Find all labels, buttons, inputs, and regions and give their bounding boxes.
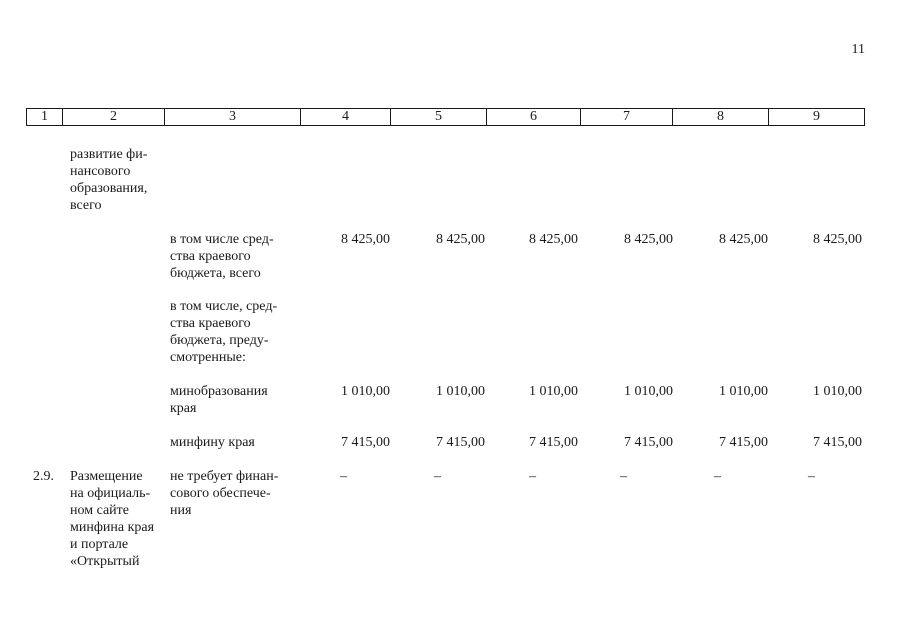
- header-col-5: 5: [391, 109, 487, 126]
- block2-value-col6: 8 425,00: [529, 232, 578, 247]
- block2-value-col5: 8 425,00: [436, 232, 485, 247]
- header-col-4: 4: [301, 109, 391, 126]
- block1-col2-text: [70, 146, 160, 214]
- block2-col3-text: [170, 231, 294, 282]
- row29-dash-col9: –: [808, 469, 815, 484]
- block4-value-col6: 1 010,00: [529, 384, 578, 399]
- text-line: бюджета, преду-: [170, 333, 269, 348]
- text-line: нансового: [70, 164, 131, 179]
- block5-value-col8: 7 415,00: [719, 435, 768, 450]
- row29-dash-col6: –: [529, 469, 536, 484]
- header-row: [27, 109, 865, 126]
- column-header-table: [26, 108, 865, 126]
- block5-value-col5: 7 415,00: [436, 435, 485, 450]
- text-line: и портале: [70, 537, 129, 552]
- text-line: сового обеспече-: [170, 486, 271, 501]
- header-col-6: 6: [487, 109, 581, 126]
- text-line: в том числе, сред-: [170, 299, 278, 314]
- header-col-2: 2: [63, 109, 165, 126]
- row29-dash-col4: –: [340, 469, 347, 484]
- block4-value-col7: 1 010,00: [624, 384, 673, 399]
- header-col-3: 3: [165, 109, 301, 126]
- text-line: не требует финан-: [170, 469, 279, 484]
- header-col-1: 1: [27, 109, 63, 126]
- text-line: минобразования: [170, 384, 268, 399]
- header-col-8: 8: [673, 109, 769, 126]
- block5-value-col7: 7 415,00: [624, 435, 673, 450]
- block4-value-col8: 1 010,00: [719, 384, 768, 399]
- block4-value-col4: 1 010,00: [341, 384, 390, 399]
- block2-value-col8: 8 425,00: [719, 232, 768, 247]
- row29-dash-col5: –: [434, 469, 441, 484]
- text-line: образования,: [70, 181, 148, 196]
- text-line: «Открытый: [70, 554, 140, 569]
- text-line: Размещение: [70, 469, 143, 484]
- text-line: развитие фи-: [70, 147, 148, 162]
- row29-col2-text: [70, 468, 160, 570]
- block3-col3-text: [170, 298, 294, 366]
- block2-value-col9: 8 425,00: [813, 232, 862, 247]
- text-line: бюджета, всего: [170, 266, 261, 281]
- block4-value-col9: 1 010,00: [813, 384, 862, 399]
- row29-col3-text: [170, 468, 294, 519]
- text-line: ства краевого: [170, 316, 251, 331]
- text-line: на официаль-: [70, 486, 151, 501]
- text-line: ния: [170, 503, 192, 518]
- row29-dash-col7: –: [620, 469, 627, 484]
- header-col-7: 7: [581, 109, 673, 126]
- text-line: всего: [70, 198, 102, 213]
- block4-value-col5: 1 010,00: [436, 384, 485, 399]
- block5-value-col6: 7 415,00: [529, 435, 578, 450]
- header-col-9: 9: [769, 109, 865, 126]
- block5-value-col4: 7 415,00: [341, 435, 390, 450]
- text-line: в том числе сред-: [170, 232, 274, 247]
- text-line: смотренные:: [170, 350, 246, 365]
- text-line: ном сайте: [70, 503, 130, 518]
- row-number: 2.9.: [33, 469, 54, 484]
- row29-dash-col8: –: [714, 469, 721, 484]
- block5-value-col9: 7 415,00: [813, 435, 862, 450]
- block4-col3-text: [170, 383, 294, 417]
- text-line: минфина края: [70, 520, 155, 535]
- block2-value-col4: 8 425,00: [341, 232, 390, 247]
- page-number: 11: [851, 42, 865, 57]
- block2-value-col7: 8 425,00: [624, 232, 673, 247]
- text-line: края: [170, 401, 197, 416]
- text-line: ства краевого: [170, 249, 251, 264]
- block5-col3-text: [170, 434, 294, 451]
- text-line: минфину края: [170, 435, 255, 450]
